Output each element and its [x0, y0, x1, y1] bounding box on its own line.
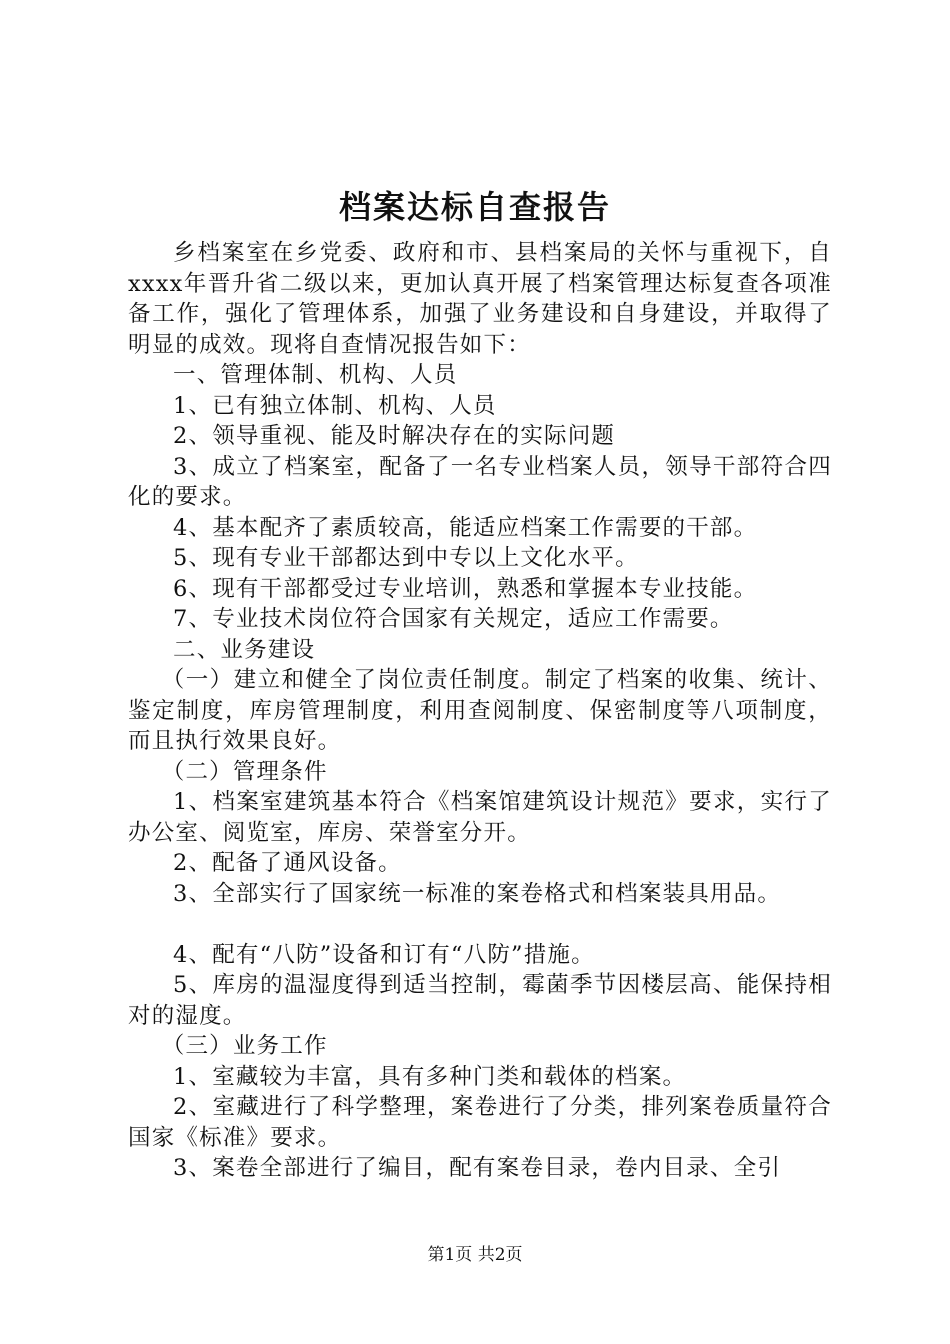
list-item: 4、基本配齐了素质较高，能适应档案工作需要的干部。	[173, 514, 758, 541]
intro-paragraph: 乡档案室在乡党委、政府和市、县档案局的关怀与重视下，自xxxx年晋升省二级以来，更加认真开展了档案管理达标复查各项准备工作，强化了管理体系，加强了业务建设和自身建设，并取得了明显的成效。现将自查情况报告如下：	[128, 240, 832, 358]
page-footer: 第1页 共2页	[427, 1245, 523, 1265]
document-body	[128, 238, 832, 1184]
list-item: 2、配备了通风设备。	[173, 850, 402, 876]
blank-line	[128, 909, 832, 940]
list-item: 2、领导重视、能及时解决存在的实际问题	[173, 423, 616, 449]
section-heading-1: 一、管理体制、机构、人员	[173, 362, 458, 388]
list-item: 7、专业技术岗位符合国家有关规定，适应工作需要。	[173, 606, 734, 632]
list-item: 1、档案室建筑基本符合《档案馆建筑设计规范》要求，实行了办公室、阅览室，库房、荣誉室分开。	[128, 789, 832, 846]
list-item: 3、案卷全部进行了编目，配有案卷目录，卷内目录、全引	[173, 1155, 782, 1181]
list-item: 3、成立了档案室，配备了一名专业档案人员，领导干部符合四化的要求。	[128, 453, 832, 510]
subsection-heading: （二）管理条件	[161, 758, 328, 785]
list-item: 5、现有专业干部都达到中专以上文化水平。	[173, 545, 639, 571]
document-title: 档案达标自查报告	[338, 188, 611, 226]
list-item: 6、现有干部都受过专业培训，熟悉和掌握本专业技能。	[173, 575, 758, 602]
list-item: 1、已有独立体制、机构、人员	[173, 392, 497, 419]
section-heading-2: 二、业务建设	[173, 636, 316, 663]
list-item: 2、室藏进行了科学整理，案卷进行了分类，排列案卷质量符合国家《标准》要求。	[128, 1094, 832, 1151]
list-item: 4、配有“八防”设备和订有“八防”措施。	[173, 941, 595, 968]
list-item: 1、室藏较为丰富，具有多种门类和载体的档案。	[173, 1063, 687, 1090]
list-item: 5、库房的温湿度得到适当控制，霉菌季节因楼层高、能保持相对的湿度。	[128, 972, 832, 1029]
subsection-paragraph: （一）建立和健全了岗位责任制度。制定了档案的收集、统计、鉴定制度，库房管理制度，利用查阅制度、保密制度等八项制度，而且执行效果良好。	[128, 667, 832, 754]
list-item: 3、全部实行了国家统一标准的案卷格式和档案装具用品。	[173, 880, 782, 907]
subsection-heading: （三）业务工作	[161, 1033, 328, 1059]
